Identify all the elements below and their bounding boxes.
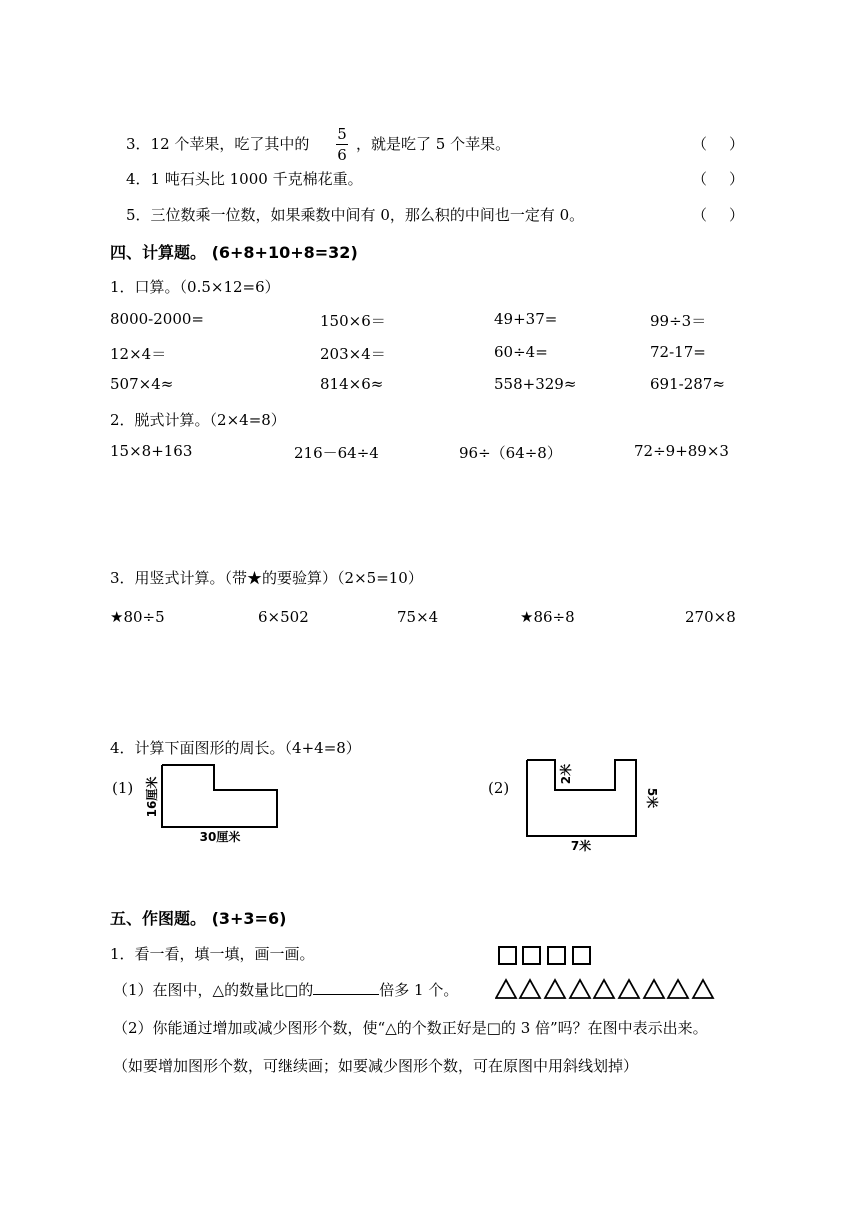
paren-close: ） [728, 170, 744, 188]
step-calc-item: 96÷（64÷8） [459, 444, 562, 462]
step-calc-item: 216－64÷4 [294, 444, 379, 462]
vertical-calc-item: 270×8 [685, 608, 736, 626]
vertical-calc-item: 75×4 [397, 608, 439, 626]
drawing-q1-title: 1．看一看，填一填，画一画。 [110, 945, 315, 963]
oral-calc-item: 72-17= [650, 343, 706, 361]
paren-open: （ [692, 206, 708, 224]
triangle-icon [619, 980, 639, 998]
answer-parens-q3[interactable] [692, 133, 744, 154]
paren-close: ） [728, 135, 744, 153]
drawing-note: （如要增加图形个数，可继续画；如要减少图形个数，可在原图中用斜线划掉） [113, 1057, 639, 1075]
answer-parens-q4[interactable] [692, 168, 744, 189]
vertical-calc-item: ★80÷5 [110, 608, 165, 626]
triangle-icon [570, 980, 590, 998]
triangle-icon [693, 980, 713, 998]
step-calc-title: 2．脱式计算。（2×4=8） [110, 411, 286, 429]
figure2-u-shape [515, 752, 665, 862]
figure2-bottom-label: 7米 [570, 839, 592, 853]
perimeter-title: 4．计算下面图形的周长。（4+4=8） [110, 739, 361, 757]
square-shape [572, 946, 591, 965]
judge-q5-text: 5．三位数乘一位数，如果乘数中间有 0，那么积的中间也一定有 0。 [126, 206, 585, 224]
triangle-icon [545, 980, 565, 998]
oral-calc-item: 150×6＝ [320, 312, 386, 330]
oral-calc-item: 814×6≈ [320, 375, 384, 393]
step-calc-item: 15×8+163 [110, 442, 193, 460]
square-shape [498, 946, 517, 965]
judge-q4-text: 4．1 吨石头比 1000 千克棉花重。 [126, 170, 363, 188]
oral-calc-item: 203×4＝ [320, 345, 386, 363]
square-shape [547, 946, 566, 965]
triangle-icons [496, 980, 713, 998]
drawing-sub1 [113, 979, 458, 1000]
square-shape [522, 946, 541, 965]
triangle-icon [644, 980, 664, 998]
triangle-icon [496, 980, 516, 998]
oral-calc-item: 507×4≈ [110, 375, 174, 393]
fraction-denominator: 6 [337, 146, 347, 164]
drawing-sub1-text-end: 倍多 1 个。 [379, 981, 459, 999]
figure2-notch-label: 2米 [559, 763, 573, 785]
paren-close: ） [728, 206, 744, 224]
figure2-right-label: 5米 [645, 787, 659, 809]
vertical-calc-title: 3．用竖式计算。（带★的要验算）（2×5=10） [110, 569, 423, 587]
section4-title: 四、计算题。 (6+8+10+8=32) [110, 243, 358, 262]
figure2-label: (2) [488, 779, 510, 797]
vertical-calc-item: 6×502 [258, 608, 309, 626]
drawing-sub2: （2）你能通过增加或减少图形个数，使“△的个数正好是□的 3 倍”吗？在图中表示出来。 [113, 1019, 708, 1037]
figure1-bottom-label: 30厘米 [199, 830, 241, 844]
drawing-sub1-text: （1）在图中，△的数量比□的 [113, 981, 314, 999]
oral-calc-item: 99÷3＝ [650, 312, 707, 330]
fraction-five-sixths [336, 125, 348, 164]
judge-q3-text-end: ，就是吃了 5 个苹果。 [356, 135, 511, 153]
oral-calc-item: 8000-2000= [110, 310, 204, 328]
fraction-numerator: 5 [337, 125, 347, 143]
fraction-bar [336, 144, 348, 145]
judge-q3-text: 3．12 个苹果，吃了其中的 [126, 135, 310, 153]
section5-title: 五、作图题。 (3+3=6) [110, 909, 287, 928]
step-calc-item: 72÷9+89×3 [634, 442, 729, 460]
triangle-icon [520, 980, 540, 998]
triangle-icon [668, 980, 688, 998]
oral-calc-item: 60÷4= [494, 343, 548, 361]
oral-calc-item: 691-287≈ [650, 375, 725, 393]
oral-calc-title: 1．口算。（0.5×12=6） [110, 278, 280, 296]
paren-open: （ [692, 135, 708, 153]
answer-blank[interactable] [313, 980, 379, 995]
figure1-side-label: 16厘米 [145, 776, 159, 818]
triangle-row [495, 978, 720, 1000]
figure1-label: (1) [112, 779, 134, 797]
oral-calc-item: 558+329≈ [494, 375, 577, 393]
vertical-calc-item: ★86÷8 [520, 608, 575, 626]
answer-parens-q5[interactable] [692, 204, 744, 225]
oral-calc-item: 49+37= [494, 310, 558, 328]
triangle-icon [594, 980, 614, 998]
oral-calc-item: 12×4＝ [110, 345, 167, 363]
paren-open: （ [692, 170, 708, 188]
figure1-l-shape [140, 755, 290, 855]
